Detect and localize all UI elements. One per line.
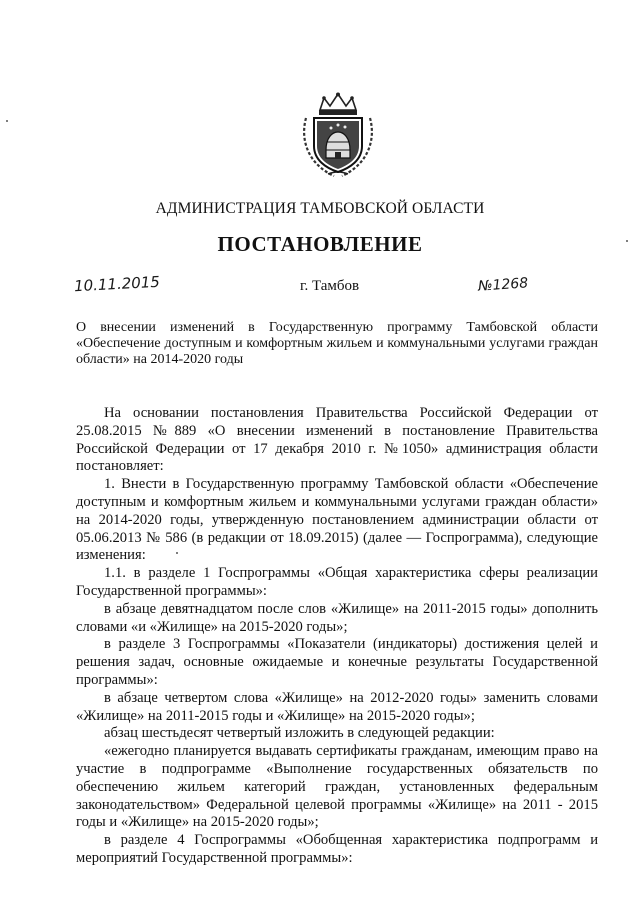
- document-subject: О внесении изменений в Государственную программу Тамбовской области «Обеспечение доступным и комфортным жильем и коммунальными услугами граждан области» на 2014-2020 годы: [76, 320, 598, 367]
- body-paragraph: в абзаце четвертом слова «Жилище» на 2012-2020 годы» заменить словами «Жилище» на 2011-2015 годы и «Жилище» на 2015-2020 годы»;: [76, 689, 598, 724]
- document-date: 10.11.2015: [73, 272, 161, 296]
- document-number: №1268: [477, 275, 529, 295]
- document-meta-row: [0, 272, 640, 299]
- organization-name: АДМИНИСТРАЦИЯ ТАМБОВСКОЙ ОБЛАСТИ: [155, 200, 485, 217]
- body-paragraph: в разделе 4 Госпрограммы «Обобщенная характеристика подпрограмм и мероприятий Государственной программы»:: [76, 832, 598, 866]
- body-paragraph: в разделе 3 Госпрограммы «Показатели (индикаторы) достижения целей и решения задач, основные ожидаемые и конечные результаты Государственной программы»:: [76, 636, 598, 688]
- body-paragraph: в абзаце девятнадцатом после слов «Жилище» на 2011-2015 годы» дополнить словами «и «Жилище» на 2015-2020 годы»;: [76, 600, 598, 635]
- tambov-coat-of-arms-icon: [298, 92, 378, 178]
- body-paragraph: На основании постановления Правительства Российской Федерации от 25.08.2015 №889 «О внесении изменений в постановление Правительства Российской Федерации от 17 декабря 2010 г. №1050» администрация области постановляет:: [76, 405, 598, 475]
- body-paragraph: 1.1. в разделе 1 Госпрограммы «Общая характеристика сферы реализации Государственной программы»:: [76, 565, 598, 599]
- scan-speck: [176, 552, 178, 554]
- body-paragraph: «ежегодно планируется выдавать сертификаты гражданам, имеющим право на участие в подпрограмме «Выполнение государственных обязательств по обеспечению жильем категорий граждан, установленных федеральным законодательством» Федеральной целевой программы «Жилище» на 2011 - 2015 годы и «Жилище» на 2015-2020 годы»;: [76, 743, 598, 831]
- document-body: [76, 405, 598, 868]
- body-paragraph: 1. Внести в Государственную программу Тамбовской области «Обеспечение доступным и комфортным жильем и коммунальными услугами граждан области» на 2014-2020 годы, утвержденную постановлением администрации области от 05.06.2013 № 586 (в редакции от 18.09.2015) (далее — Госпрограмма), следующие изменения:: [76, 476, 598, 564]
- document-type-title: ПОСТАНОВЛЕНИЕ: [217, 232, 423, 256]
- body-paragraph: абзац шестьдесят четвертый изложить в следующей редакции:: [104, 725, 495, 742]
- scan-speck: [6, 120, 8, 122]
- scan-speck: [626, 240, 628, 242]
- document-city: г. Тамбов: [300, 278, 360, 294]
